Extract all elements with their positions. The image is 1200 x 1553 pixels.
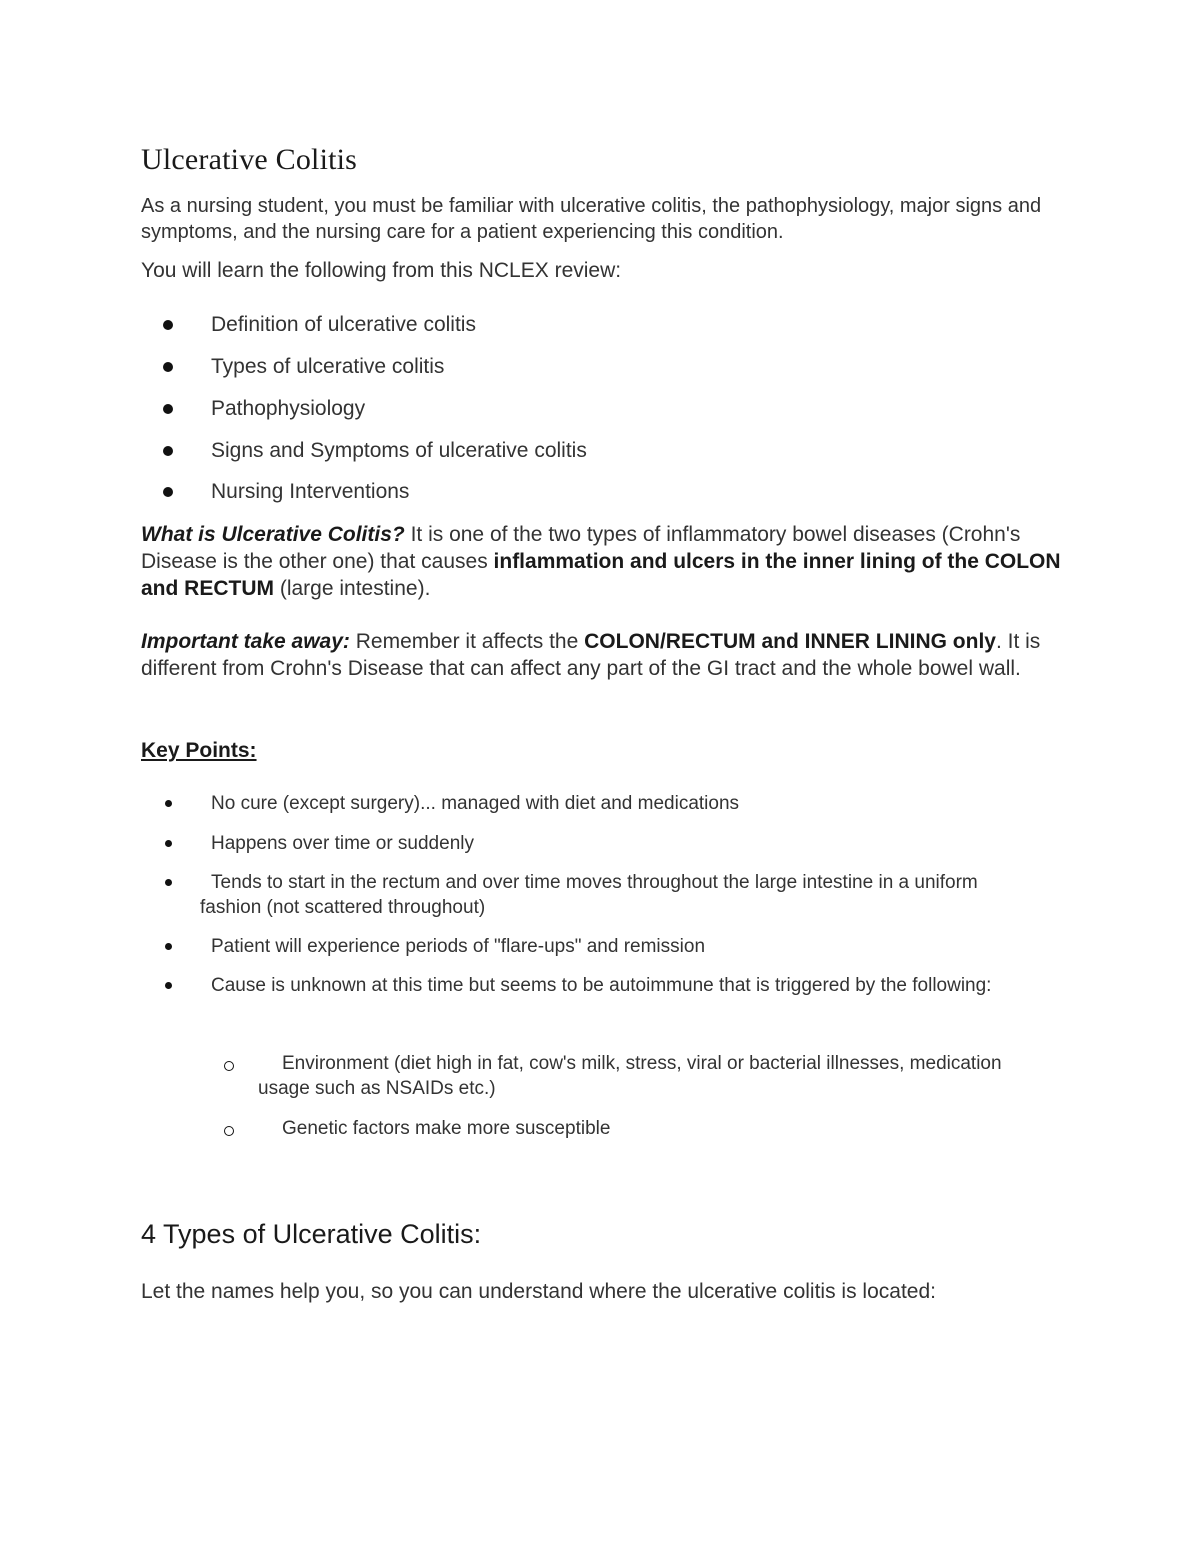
key-points-heading: Key Points: [141, 739, 257, 762]
bullet-icon [165, 943, 172, 950]
bullet-icon [163, 320, 173, 330]
bullet-icon [163, 446, 173, 456]
definition-paragraph [141, 521, 1061, 602]
page-title: Ulcerative Colitis [141, 143, 358, 176]
types-intro: Let the names help you, so you can understand where the ulcerative colitis is located: [141, 1280, 936, 1303]
takeaway-text-1: Remember it affects the [349, 630, 585, 653]
bullet-icon [165, 982, 172, 989]
takeaway-text-2: . It is different from Crohn's Disease that can affect any part of the GI tract and the whole bowel wall. [141, 630, 1041, 680]
definition-bold: inflammation and ulcers in the inner lining of the COLON and RECTUM [141, 550, 1061, 600]
circle-bullet-icon [224, 1061, 234, 1071]
intro-paragraph: As a nursing student, you must be familiar with ulcerative colitis, the pathophysiology, major signs and symptoms, and the nursing care for a patient experiencing this condition. [141, 195, 1042, 243]
takeaway-label: Important take away: [141, 630, 350, 653]
circle-bullet-icon [224, 1126, 234, 1136]
bullet-icon [165, 840, 172, 847]
bullet-icon [163, 362, 173, 372]
definition-label: What is Ulcerative Colitis? [141, 523, 405, 546]
bullet-icon [165, 800, 172, 807]
definition-text-1: It is one of the two types of inflammatory bowel diseases (Crohn's Disease is the other one) that causes [141, 523, 1021, 573]
types-heading: 4 Types of Ulcerative Colitis: [141, 1219, 482, 1249]
takeaway-paragraph [141, 628, 1061, 682]
bullet-icon [165, 879, 172, 886]
learn-intro: You will learn the following from this NCLEX review: [141, 259, 622, 282]
bullet-icon [163, 404, 173, 414]
bullet-icon [163, 487, 173, 497]
definition-text-2: (large intestine). [274, 577, 431, 600]
takeaway-bold: COLON/RECTUM and INNER LINING only [584, 630, 996, 653]
document-page: Ulcerative Colitis As a nursing student, you must be familiar with ulcerative colitis, the pathophysiology, major signs and symptoms, and the nursing care for a patient experiencing this condition. You will learn the following from this NCLEX review: Definition of ulcerative colitis Types of ulcerative colitis Pathophysiology Signs and Symptoms of ulcerative colitis Nursing Interventions What is Ulcerative Colitis? It is one of the two types of inflammatory bowel diseases (Crohn's Disease is the other one) that causes inflammation and ulcers in the inner lining of the COLON and RECTUM (large intestine). Important take away: Remember it affects the COLON/RECTUM and INNER LINING only. It is different from Crohn's Disease that can affect any part of the GI tract and the whole bowel wall. Key Points: No cure (except surgery)... managed with diet and medications Happens over time or suddenly Tends to start in the rectum and over time moves throughout the large intestine in a uniform fashion (not scattered throughout) Patient will experience periods of "flare-ups" and remission Cause is unknown at this time but seems to be autoimmune that is triggered by the following: Environment (diet high in fat, cow's milk, stress, viral or bacterial illnesses, medication usage such as NSAIDs etc.) Genetic factors make more susceptible 4 Types of Ulcerative Colitis: Let the names help you, so you can understand where the ulcerative colitis is located: [0, 0, 1200, 1553]
